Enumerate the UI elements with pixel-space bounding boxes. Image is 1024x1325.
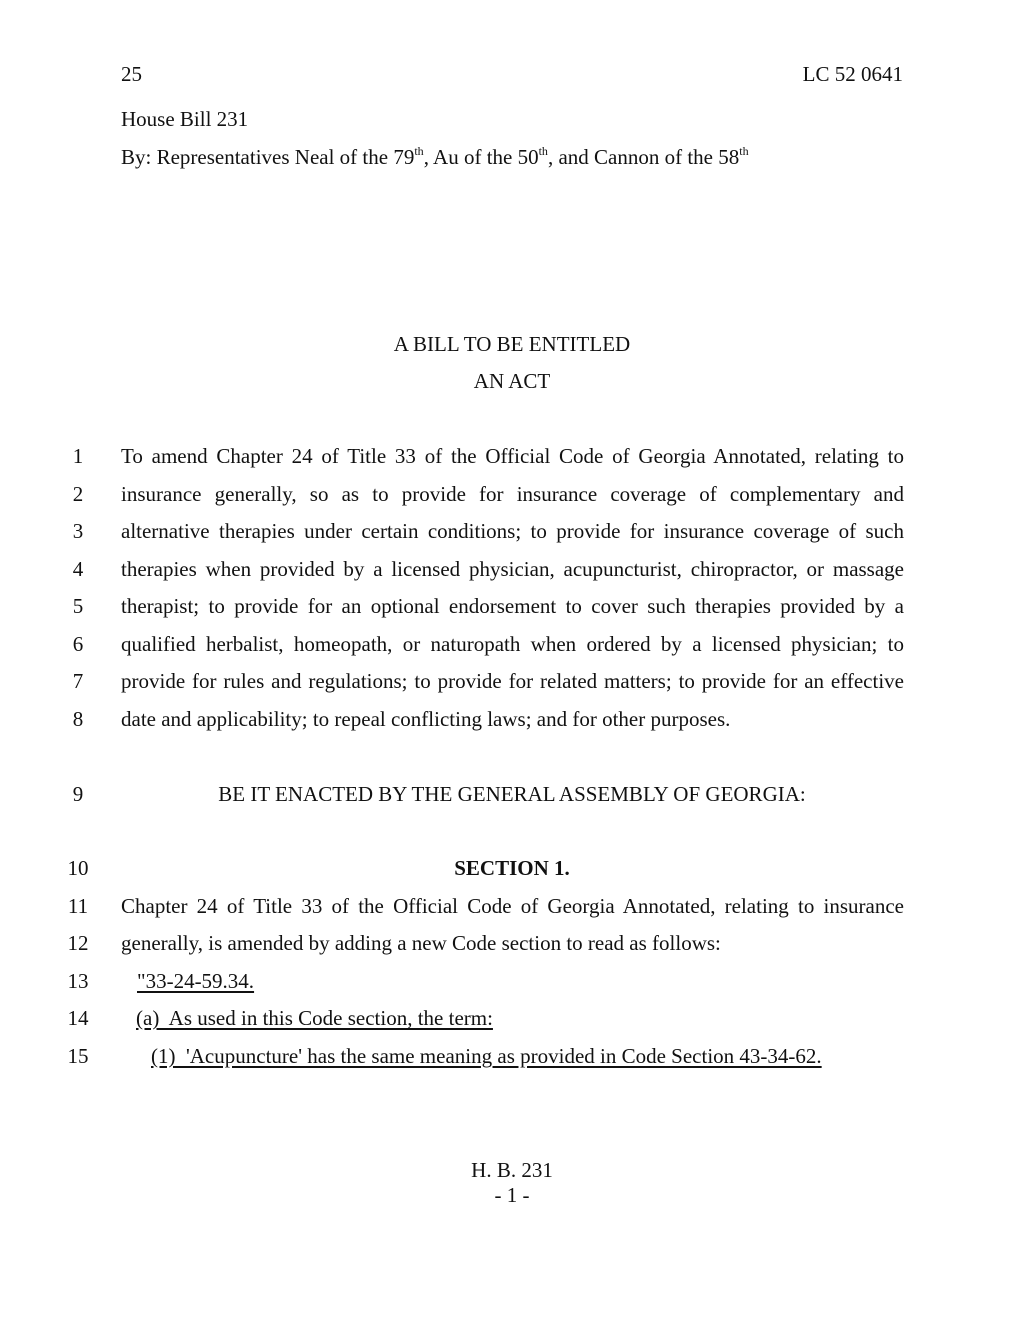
ordinal-suffix: th [538,144,548,158]
bill-title-line-1: A BILL TO BE ENTITLED [393,332,631,356]
lc-number: LC 52 0641 [802,62,903,86]
bill-title-line-2: AN ACT [473,369,551,393]
line-number: 10 [67,856,89,880]
bill-name: House Bill 231 [121,107,249,131]
body-line: therapist; to provide for an optional endorsement to cover such therapies provided by a [121,594,904,618]
footer-bill-ref: H. B. 231 [471,1158,553,1182]
ordinal-suffix: th [414,144,424,158]
subsection-a-text: (a) As used in this Code section, the term: [136,1006,493,1030]
sponsors-middle-1: , Au of the 50 [423,145,539,169]
body-line: alternative therapies under certain conditions; to provide for insurance coverage of such [121,519,904,543]
line-number: 6 [72,632,84,656]
line-number: 1 [72,444,84,468]
paragraph-1 [151,1044,822,1069]
footer-page-number: - 1 - [494,1183,530,1207]
line-number: 7 [72,669,84,693]
body-line: date and applicability; to repeal conflicting laws; and for other purposes. [121,707,731,731]
line-number: 15 [67,1044,89,1068]
sponsors-line [121,145,749,170]
line-number: 9 [72,782,84,806]
body-line: insurance generally, so as to provide for insurance coverage of complementary and [121,482,904,506]
ordinal-suffix: th [739,144,749,158]
line-number: 13 [67,969,89,993]
line-number: 11 [67,894,89,918]
body-line: Chapter 24 of Title 33 of the Official Code of Georgia Annotated, relating to insurance [121,894,904,918]
section-heading: SECTION 1. [454,856,570,880]
body-line: qualified herbalist, homeopath, or naturopath when ordered by a licensed physician; to [121,632,904,656]
body-line: therapies when provided by a licensed physician, acupuncturist, chiropractor, or massage [121,557,904,581]
line-number: 5 [72,594,84,618]
sponsors-prefix: By: Representatives Neal of the 79 [121,145,415,169]
line-number: 2 [72,482,84,506]
enacting-clause: BE IT ENACTED BY THE GENERAL ASSEMBLY OF GEORGIA: [218,782,806,806]
line-number: 4 [72,557,84,581]
paragraph-1-text: (1) 'Acupuncture' has the same meaning as provided in Code Section 43-34-62. [151,1044,822,1068]
page-code: 25 [121,62,142,86]
body-line: generally, is amended by adding a new Code section to read as follows: [121,931,721,955]
line-number: 8 [72,707,84,731]
subsection-a [136,1006,493,1031]
code-section-text: "33-24-59.34. [137,969,255,993]
code-section-number [137,969,254,994]
line-number: 14 [67,1006,89,1030]
sponsors-middle-2: , and Cannon of the 58 [547,145,740,169]
line-number: 12 [67,931,89,955]
body-line: To amend Chapter 24 of Title 33 of the Official Code of Georgia Annotated, relating to [121,444,904,468]
line-number: 3 [72,519,84,543]
body-line: provide for rules and regulations; to provide for related matters; to provide for an effective [121,669,904,693]
